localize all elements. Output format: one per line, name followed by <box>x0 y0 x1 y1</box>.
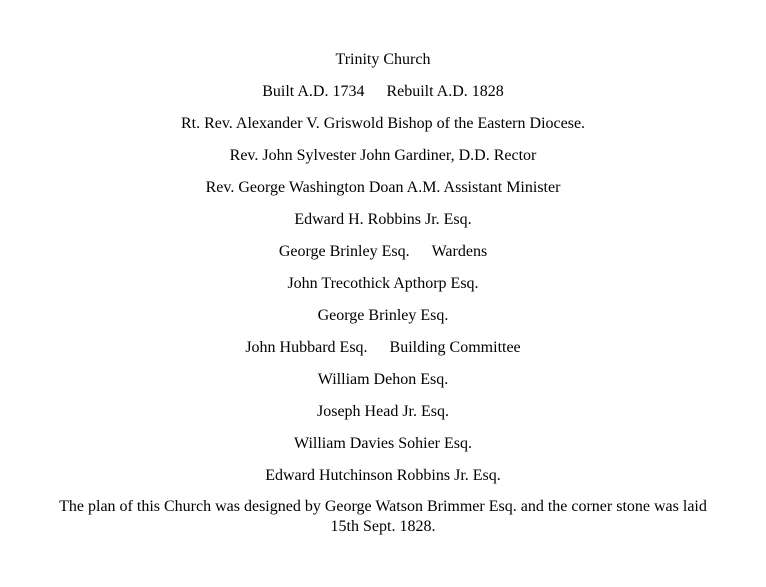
committee-member-1: John Trecothick Apthorp Esq. <box>287 275 479 292</box>
building-committee-label: Building Committee <box>389 339 521 356</box>
assistant-minister-line: Rev. George Washington Doan A.M. Assistant Minister <box>205 179 561 196</box>
inscription-document <box>0 49 766 537</box>
committee-member-6: William Davies Sohier Esq. <box>294 435 472 452</box>
wardens-line <box>0 241 766 273</box>
rector-line: Rev. John Sylvester John Gardiner, D.D. Rector <box>229 147 537 164</box>
committee-member-3: John Hubbard Esq. <box>245 339 368 356</box>
bishop-line: Rt. Rev. Alexander V. Griswold Bishop of the Eastern Diocese. <box>180 115 586 132</box>
rebuilt-date: Rebuilt A.D. 1828 <box>386 83 504 100</box>
committee-member-7: Edward Hutchinson Robbins Jr. Esq. <box>265 467 501 484</box>
dates-line <box>0 81 766 113</box>
building-committee-line <box>0 337 766 369</box>
committee-member-4: William Dehon Esq. <box>317 371 449 388</box>
closing-statement: The plan of this Church was designed by George Watson Brimmer Esq. and the corner stone was laid 15th Sept. 1828. <box>59 498 707 535</box>
committee-member-5: Joseph Head Jr. Esq. <box>317 403 449 420</box>
warden-name-1: Edward H. Robbins Jr. Esq. <box>294 211 472 228</box>
warden-name-2: George Brinley Esq. <box>278 243 410 260</box>
wardens-label: Wardens <box>431 243 488 260</box>
church-title: Trinity Church <box>335 51 431 68</box>
built-date: Built A.D. 1734 <box>262 83 365 100</box>
committee-member-2: George Brinley Esq. <box>317 307 449 324</box>
